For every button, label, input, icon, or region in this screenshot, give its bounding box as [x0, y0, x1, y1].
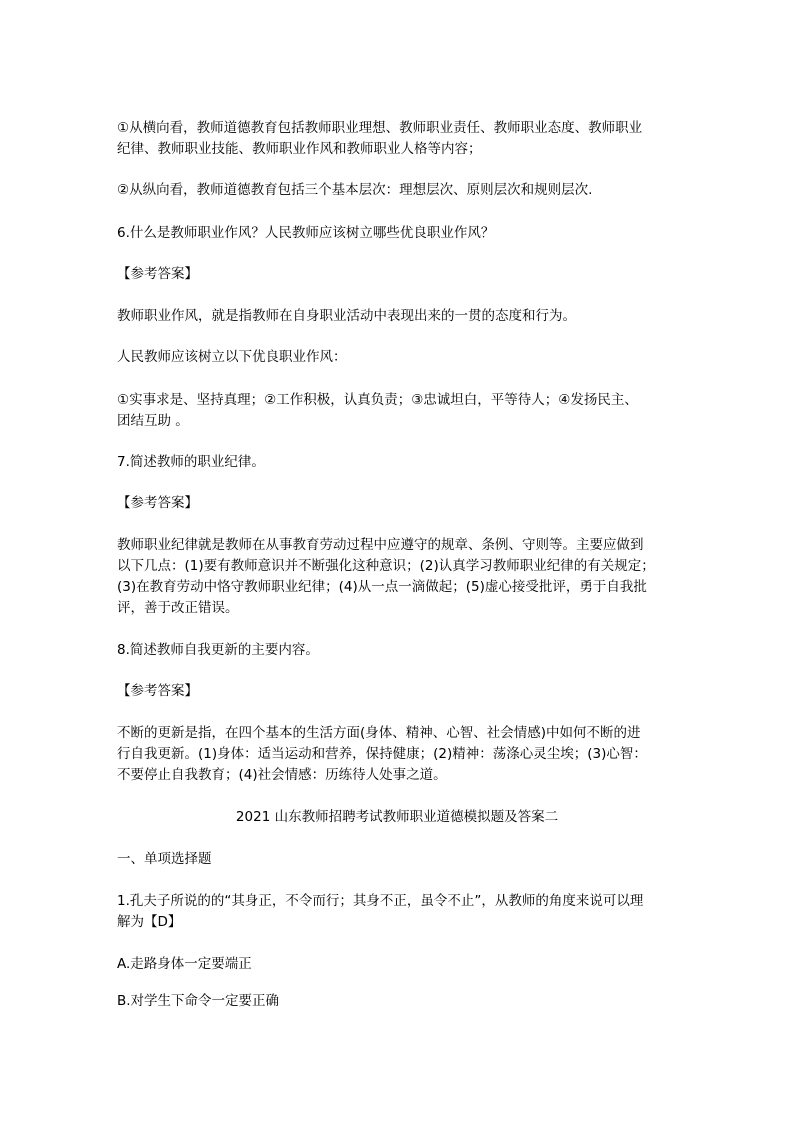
- text-line: 行自我更新。(1)身体：适当运动和营养，保持健康；(2)精神：荡涤心灵尘埃；(3)心智：: [117, 746, 647, 762]
- paragraph: [117, 723, 697, 786]
- paragraph: [117, 180, 697, 201]
- text-line: 不要停止自我教育；(4)社会情感：历练待人处事之道。: [117, 767, 447, 783]
- text-line: 不断的更新是指，在四个基本的生活方面(身体、精神、心智、社会情感)中如何不断的进: [117, 725, 641, 741]
- text-line: 团结互助 。: [117, 413, 189, 429]
- text-line: 【参考答案】: [117, 266, 198, 282]
- text-line: 8.简述教师自我更新的主要内容。: [117, 642, 319, 658]
- text-line: 【参考答案】: [117, 495, 198, 511]
- paragraph: [117, 954, 697, 975]
- paragraph: [117, 849, 697, 870]
- text-line: 教师职业纪律就是教师在从事教育劳动过程中应遵守的规章、条例、守则等。主要应做到: [117, 537, 644, 553]
- text-line: 人民教师应该树立以下优良职业作风：: [117, 349, 347, 365]
- paragraph: [117, 390, 697, 432]
- text-line: 一、单项选择题: [117, 851, 212, 867]
- text-line: 2021 山东教师招聘考试教师职业道德模拟题及答案二: [235, 809, 559, 825]
- text-line: 7.简述教师的职业纪律。: [117, 454, 265, 470]
- paragraph: [117, 306, 697, 327]
- text-line: 1.孔夫子所说的的“其身正，不令而行；其身不正，虽令不止”，从教师的角度来说可以理: [117, 893, 644, 909]
- text-line: 【参考答案】: [117, 683, 198, 699]
- paragraph: [117, 264, 697, 285]
- text-line: 以下几点：(1)要有教师意识并不断强化这种意识；(2)认真学习教师职业纪律的有关规定；: [117, 558, 655, 574]
- text-line: 纪律、教师职业技能、教师职业作风和教师职业人格等内容；: [117, 141, 482, 157]
- paragraph: [117, 493, 697, 514]
- text-line: A.走路身体一定要端正: [117, 956, 252, 972]
- text-line: ①从横向看，教师道德教育包括教师职业理想、教师职业责任、教师职业态度、教师职业: [117, 120, 643, 136]
- text-line: 评，善于改正错误。: [117, 600, 239, 616]
- paragraph: [117, 640, 697, 661]
- paragraph: [117, 681, 697, 702]
- paragraph: [117, 535, 697, 619]
- text-line: 6.什么是教师职业作风？人民教师应该树立哪些优良职业作风？: [117, 225, 495, 241]
- section-title: [107, 807, 687, 828]
- paragraph: [117, 118, 697, 160]
- text-line: 解为【D】: [117, 914, 182, 930]
- text-line: (3)在教育劳动中恪守教师职业纪律；(4)从一点一滴做起；(5)虚心接受批评，勇于自我批: [117, 579, 647, 595]
- text-line: 教师职业作风，就是指教师在自身职业活动中表现出来的一贯的态度和行为。: [117, 308, 576, 324]
- text-line: ②从纵向看，教师道德教育包括三个基本层次：理想层次、原则层次和规则层次.: [117, 182, 593, 198]
- paragraph: [117, 452, 697, 473]
- paragraph: [117, 223, 697, 244]
- text-line: B.对学生下命令一定要正确: [117, 993, 280, 1009]
- paragraph: [117, 991, 697, 1012]
- text-line: ①实事求是、坚持真理；②工作积极，认真负责；③忠诚坦白，平等待人；④发扬民主、: [117, 392, 638, 408]
- paragraph: [117, 347, 697, 368]
- paragraph: [117, 891, 697, 933]
